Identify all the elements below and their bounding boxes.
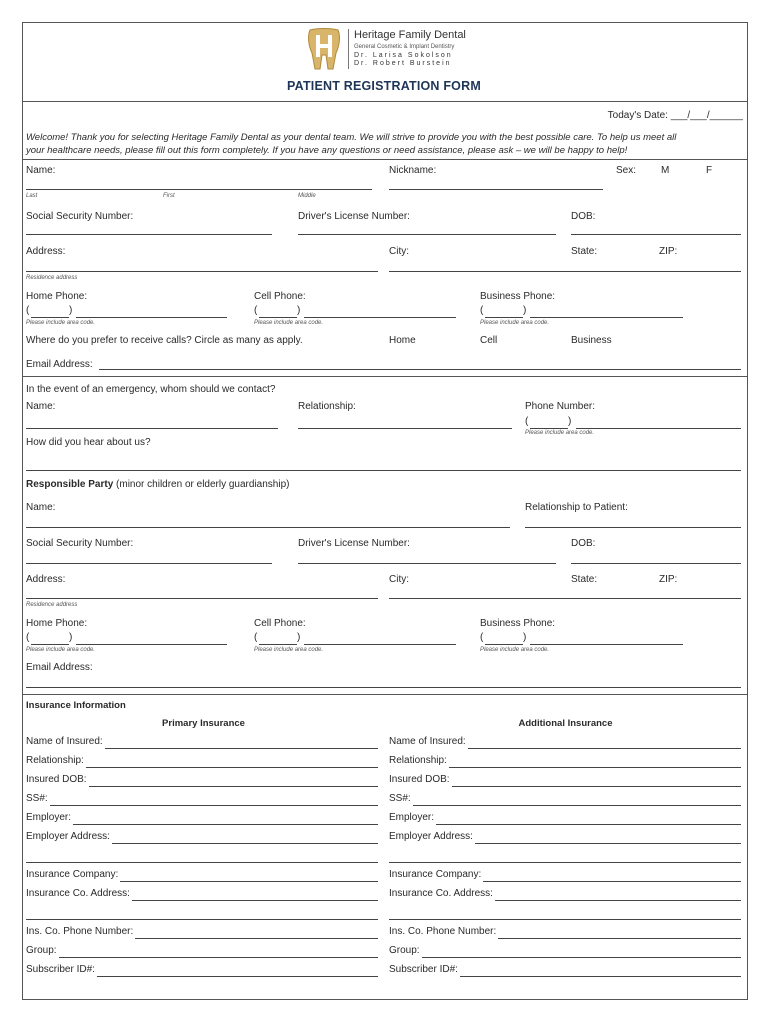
divider [23, 159, 747, 160]
license-field[interactable] [298, 234, 556, 235]
cell-phone-label: Cell Phone: [254, 291, 306, 302]
additional-insurance-label: Subscriber ID#: [389, 964, 458, 975]
area-note: Please include area code. [254, 320, 324, 326]
practice-tagline: General Cosmetic & Implant Dentistry [354, 44, 455, 50]
responsible-party-subtitle: (minor children or elderly guardianship) [116, 479, 290, 490]
additional-insurance-field[interactable] [422, 957, 741, 958]
additional-insurance-label: Insurance Company: [389, 869, 482, 880]
preferred-calls-label: Where do you prefer to receive calls? Circle as many as apply. [26, 335, 303, 346]
rp-relationship-field[interactable] [525, 527, 741, 528]
home-phone-field[interactable] [76, 317, 227, 318]
rp-residence-caption: Residence address [26, 602, 78, 608]
heard-about-label: How did you hear about us? [26, 437, 151, 448]
license-label: Driver's License Number: [298, 211, 410, 222]
rp-name-field[interactable] [26, 527, 510, 528]
additional-insurance-field[interactable] [452, 786, 741, 787]
emergency-phone-field[interactable] [576, 428, 741, 429]
call-option-business[interactable]: Business [571, 335, 612, 346]
doctor-1: Dr. Larisa Sokolson [354, 52, 453, 59]
primary-insurance-field[interactable] [135, 938, 378, 939]
area-note: Please include area code. [26, 320, 96, 326]
primary-insurance-label: Relationship: [26, 755, 84, 766]
emergency-name-field[interactable] [26, 428, 278, 429]
additional-insurance-label: Insurance Co. Address: [389, 888, 493, 899]
primary-insurance-field[interactable] [97, 976, 378, 977]
area-paren: ) [523, 305, 527, 316]
area-paren: ) [297, 632, 301, 643]
primary-extra-line[interactable] [26, 862, 378, 863]
area-paren: ( [254, 305, 258, 316]
rp-address-field[interactable] [26, 598, 378, 599]
first-caption: First [163, 193, 175, 199]
primary-insurance-field[interactable] [89, 786, 378, 787]
primary-insurance-label: Employer: [26, 812, 72, 823]
rp-address-label: Address: [26, 574, 66, 585]
primary-insurance-field[interactable] [112, 843, 378, 844]
divider [23, 694, 747, 695]
primary-insurance-label: Employer Address: [26, 831, 110, 842]
additional-insurance-label: Insured DOB: [389, 774, 450, 785]
nickname-field[interactable] [389, 189, 603, 190]
sex-label: Sex: [616, 165, 637, 176]
rp-cell-phone-field[interactable] [304, 644, 456, 645]
rp-state-label: State: [571, 574, 598, 585]
primary-insurance-label: Subscriber ID#: [26, 964, 95, 975]
email-label: Email Address: [26, 359, 93, 370]
additional-insurance-field[interactable] [498, 938, 741, 939]
area-paren: ) [523, 632, 527, 643]
call-option-cell[interactable]: Cell [480, 335, 498, 346]
form-title: PATIENT REGISTRATION FORM [287, 79, 481, 93]
additional-insurance-field[interactable] [460, 976, 741, 977]
tooth-logo-icon [305, 27, 343, 71]
rp-city-label: City: [389, 574, 409, 585]
primary-insurance-label: Name of Insured: [26, 736, 103, 747]
additional-extra-line[interactable] [389, 919, 741, 920]
additional-insurance-field[interactable] [413, 805, 741, 806]
responsible-party-title: Responsible Party [26, 479, 114, 490]
additional-insurance-label: Group: [389, 945, 420, 956]
additional-insurance-field[interactable] [468, 748, 741, 749]
rp-license-field[interactable] [298, 563, 556, 564]
rp-email-label: Email Address: [26, 662, 93, 673]
area-paren: ) [297, 305, 301, 316]
primary-insurance-field[interactable] [50, 805, 378, 806]
address-label: Address: [26, 246, 66, 257]
area-note: Please include area code. [525, 430, 595, 436]
primary-insurance-field[interactable] [59, 957, 378, 958]
welcome-line-2: your healthcare needs, please fill out this form completely. If you have any questions or need assistance, please ask – we will be happy to help! [26, 145, 628, 156]
todays-date[interactable]: Today's Date: ___/___/______ [607, 110, 743, 121]
additional-insurance-field[interactable] [436, 824, 741, 825]
cell-phone-field[interactable] [304, 317, 456, 318]
area-paren: ) [69, 632, 73, 643]
home-phone-label: Home Phone: [26, 291, 88, 302]
primary-insurance-label: Group: [26, 945, 57, 956]
area-paren: ( [480, 305, 484, 316]
rp-city-field[interactable] [389, 598, 741, 599]
rp-zip-label: ZIP: [659, 574, 678, 585]
rp-relationship-label: Relationship to Patient: [525, 502, 628, 513]
address-field[interactable] [26, 271, 378, 272]
rp-business-phone-field[interactable] [530, 644, 683, 645]
rp-home-phone-field[interactable] [76, 644, 227, 645]
residence-caption: Residence address [26, 275, 78, 281]
primary-insurance-field[interactable] [105, 748, 378, 749]
rp-dob-label: DOB: [571, 538, 596, 549]
emergency-relationship-label: Relationship: [298, 401, 356, 412]
business-phone-field[interactable] [530, 317, 683, 318]
area-note: Please include area code. [480, 647, 550, 653]
area-paren: ( [26, 305, 30, 316]
state-label: State: [571, 246, 598, 257]
additional-insurance-field[interactable] [495, 900, 741, 901]
home-area-field[interactable] [31, 317, 69, 318]
insurance-title: Insurance Information [26, 700, 126, 711]
area-paren: ( [480, 632, 484, 643]
rp-email-field[interactable] [26, 687, 741, 688]
heard-about-field[interactable] [26, 470, 741, 471]
area-paren: ) [568, 416, 572, 427]
rp-ssn-field[interactable] [26, 563, 272, 564]
area-note: Please include area code. [26, 647, 96, 653]
sex-option-f[interactable]: F [706, 165, 713, 176]
rp-ssn-label: Social Security Number: [26, 538, 134, 549]
emergency-phone-label: Phone Number: [525, 401, 596, 412]
area-paren: ( [26, 632, 30, 643]
rp-cell-phone-label: Cell Phone: [254, 618, 306, 629]
additional-insurance-label: Ins. Co. Phone Number: [389, 926, 497, 937]
city-field[interactable] [389, 271, 741, 272]
logo-divider [348, 29, 349, 69]
primary-insurance-title: Primary Insurance [162, 718, 245, 729]
primary-insurance-label: SS#: [26, 793, 48, 804]
primary-insurance-field[interactable] [132, 900, 378, 901]
primary-insurance-label: Insured DOB: [26, 774, 87, 785]
primary-insurance-field[interactable] [86, 767, 378, 768]
primary-insurance-label: Insurance Company: [26, 869, 119, 880]
email-field[interactable] [99, 369, 741, 370]
additional-insurance-title: Additional Insurance [518, 718, 613, 729]
area-note: Please include area code. [480, 320, 550, 326]
business-phone-label: Business Phone: [480, 291, 556, 302]
area-paren: ) [69, 305, 73, 316]
cell-area-field[interactable] [259, 317, 297, 318]
divider [23, 101, 747, 102]
last-caption: Last [26, 193, 38, 199]
rp-name-label: Name: [26, 502, 56, 513]
business-area-field[interactable] [485, 317, 523, 318]
ssn-label: Social Security Number: [26, 211, 134, 222]
welcome-line-1: Welcome! Thank you for selecting Heritage Family Dental as your dental team. We will strive to provide you with the best possible care. To help us meet all [26, 132, 677, 143]
area-note: Please include area code. [254, 647, 324, 653]
additional-extra-line[interactable] [389, 862, 741, 863]
emergency-area-field[interactable] [530, 428, 568, 429]
rp-business-phone-label: Business Phone: [480, 618, 556, 629]
primary-insurance-field[interactable] [73, 824, 378, 825]
emergency-name-label: Name: [26, 401, 56, 412]
nickname-label: Nickname: [389, 165, 437, 176]
rp-business-area-field[interactable] [485, 644, 523, 645]
sex-option-m[interactable]: M [661, 165, 670, 176]
additional-insurance-field[interactable] [449, 767, 741, 768]
additional-insurance-field[interactable] [475, 843, 741, 844]
divider [23, 376, 747, 377]
doctor-2: Dr. Robert Burstein [354, 60, 452, 67]
primary-insurance-field[interactable] [120, 881, 378, 882]
name-label: Name: [26, 165, 56, 176]
additional-insurance-label: SS#: [389, 793, 411, 804]
name-field[interactable] [26, 189, 372, 190]
primary-insurance-label: Ins. Co. Phone Number: [26, 926, 134, 937]
city-label: City: [389, 246, 409, 257]
practice-name: Heritage Family Dental [354, 29, 466, 41]
registration-form [22, 22, 748, 1000]
dob-label: DOB: [571, 211, 596, 222]
rp-home-area-field[interactable] [31, 644, 69, 645]
additional-insurance-label: Employer: [389, 812, 435, 823]
rp-home-phone-label: Home Phone: [26, 618, 88, 629]
rp-license-label: Driver's License Number: [298, 538, 410, 549]
emergency-question: In the event of an emergency, whom should we contact? [26, 384, 276, 395]
additional-insurance-field[interactable] [483, 881, 741, 882]
call-option-home[interactable]: Home [389, 335, 416, 346]
middle-caption: Middle [298, 193, 316, 199]
zip-label: ZIP: [659, 246, 678, 257]
area-paren: ( [254, 632, 258, 643]
primary-extra-line[interactable] [26, 919, 378, 920]
responsible-party-heading [26, 479, 289, 490]
rp-cell-area-field[interactable] [259, 644, 297, 645]
dob-field[interactable] [571, 234, 741, 235]
area-paren: ( [525, 416, 529, 427]
primary-insurance-label: Insurance Co. Address: [26, 888, 130, 899]
rp-dob-field[interactable] [571, 563, 741, 564]
additional-insurance-label: Relationship: [389, 755, 447, 766]
ssn-field[interactable] [26, 234, 272, 235]
emergency-relationship-field[interactable] [298, 428, 512, 429]
additional-insurance-label: Name of Insured: [389, 736, 466, 747]
additional-insurance-label: Employer Address: [389, 831, 473, 842]
